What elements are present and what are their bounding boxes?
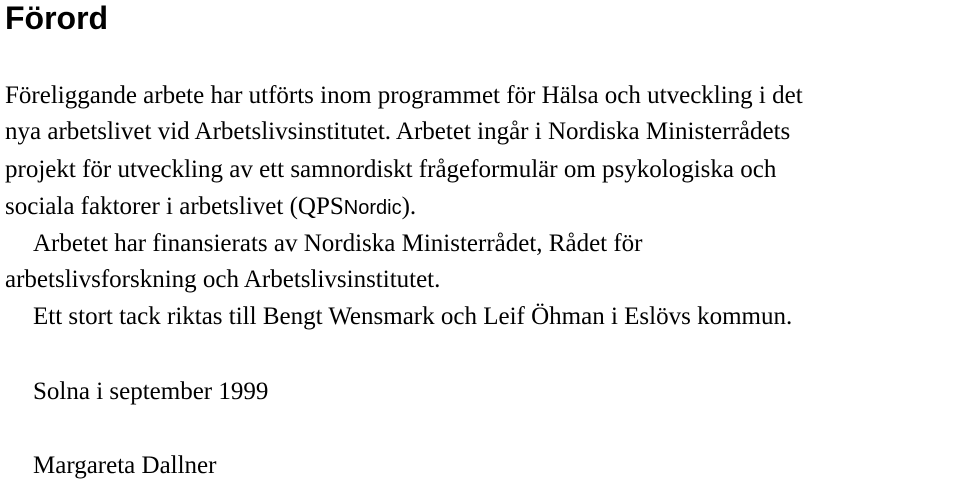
page-title: Förord [5, 0, 109, 36]
paragraph-line: projekt för utveckling av ett samnordiskt frågeformulär om psykologiska och [5, 156, 777, 183]
paragraph-line: Ett stort tack riktas till Bengt Wensmark och Leif Öhman i Eslövs kommun. [33, 303, 793, 330]
paragraph-line: arbetslivsforskning och Arbetslivsinstitutet. [5, 266, 441, 293]
place-date: Solna i september 1999 [33, 378, 269, 405]
line-text: sociala faktorer i arbetslivet (QPS [5, 193, 344, 220]
signature-name: Margareta Dallner [33, 452, 217, 479]
paragraph-line: Arbetet har finansierats av Nordiska Ministerrådet, Rådet för [33, 230, 643, 257]
line-text-end: ). [401, 193, 417, 220]
paragraph-line: nya arbetslivet vid Arbetslivsinstitutet. Arbetet ingår i Nordiska Ministerrådets [5, 118, 791, 145]
paragraph-line [5, 192, 416, 223]
paragraph-line: Föreliggande arbete har utförts inom programmet för Hälsa och utveckling i det [5, 82, 803, 109]
qps-nordic-suffix: Nordic [343, 197, 402, 219]
